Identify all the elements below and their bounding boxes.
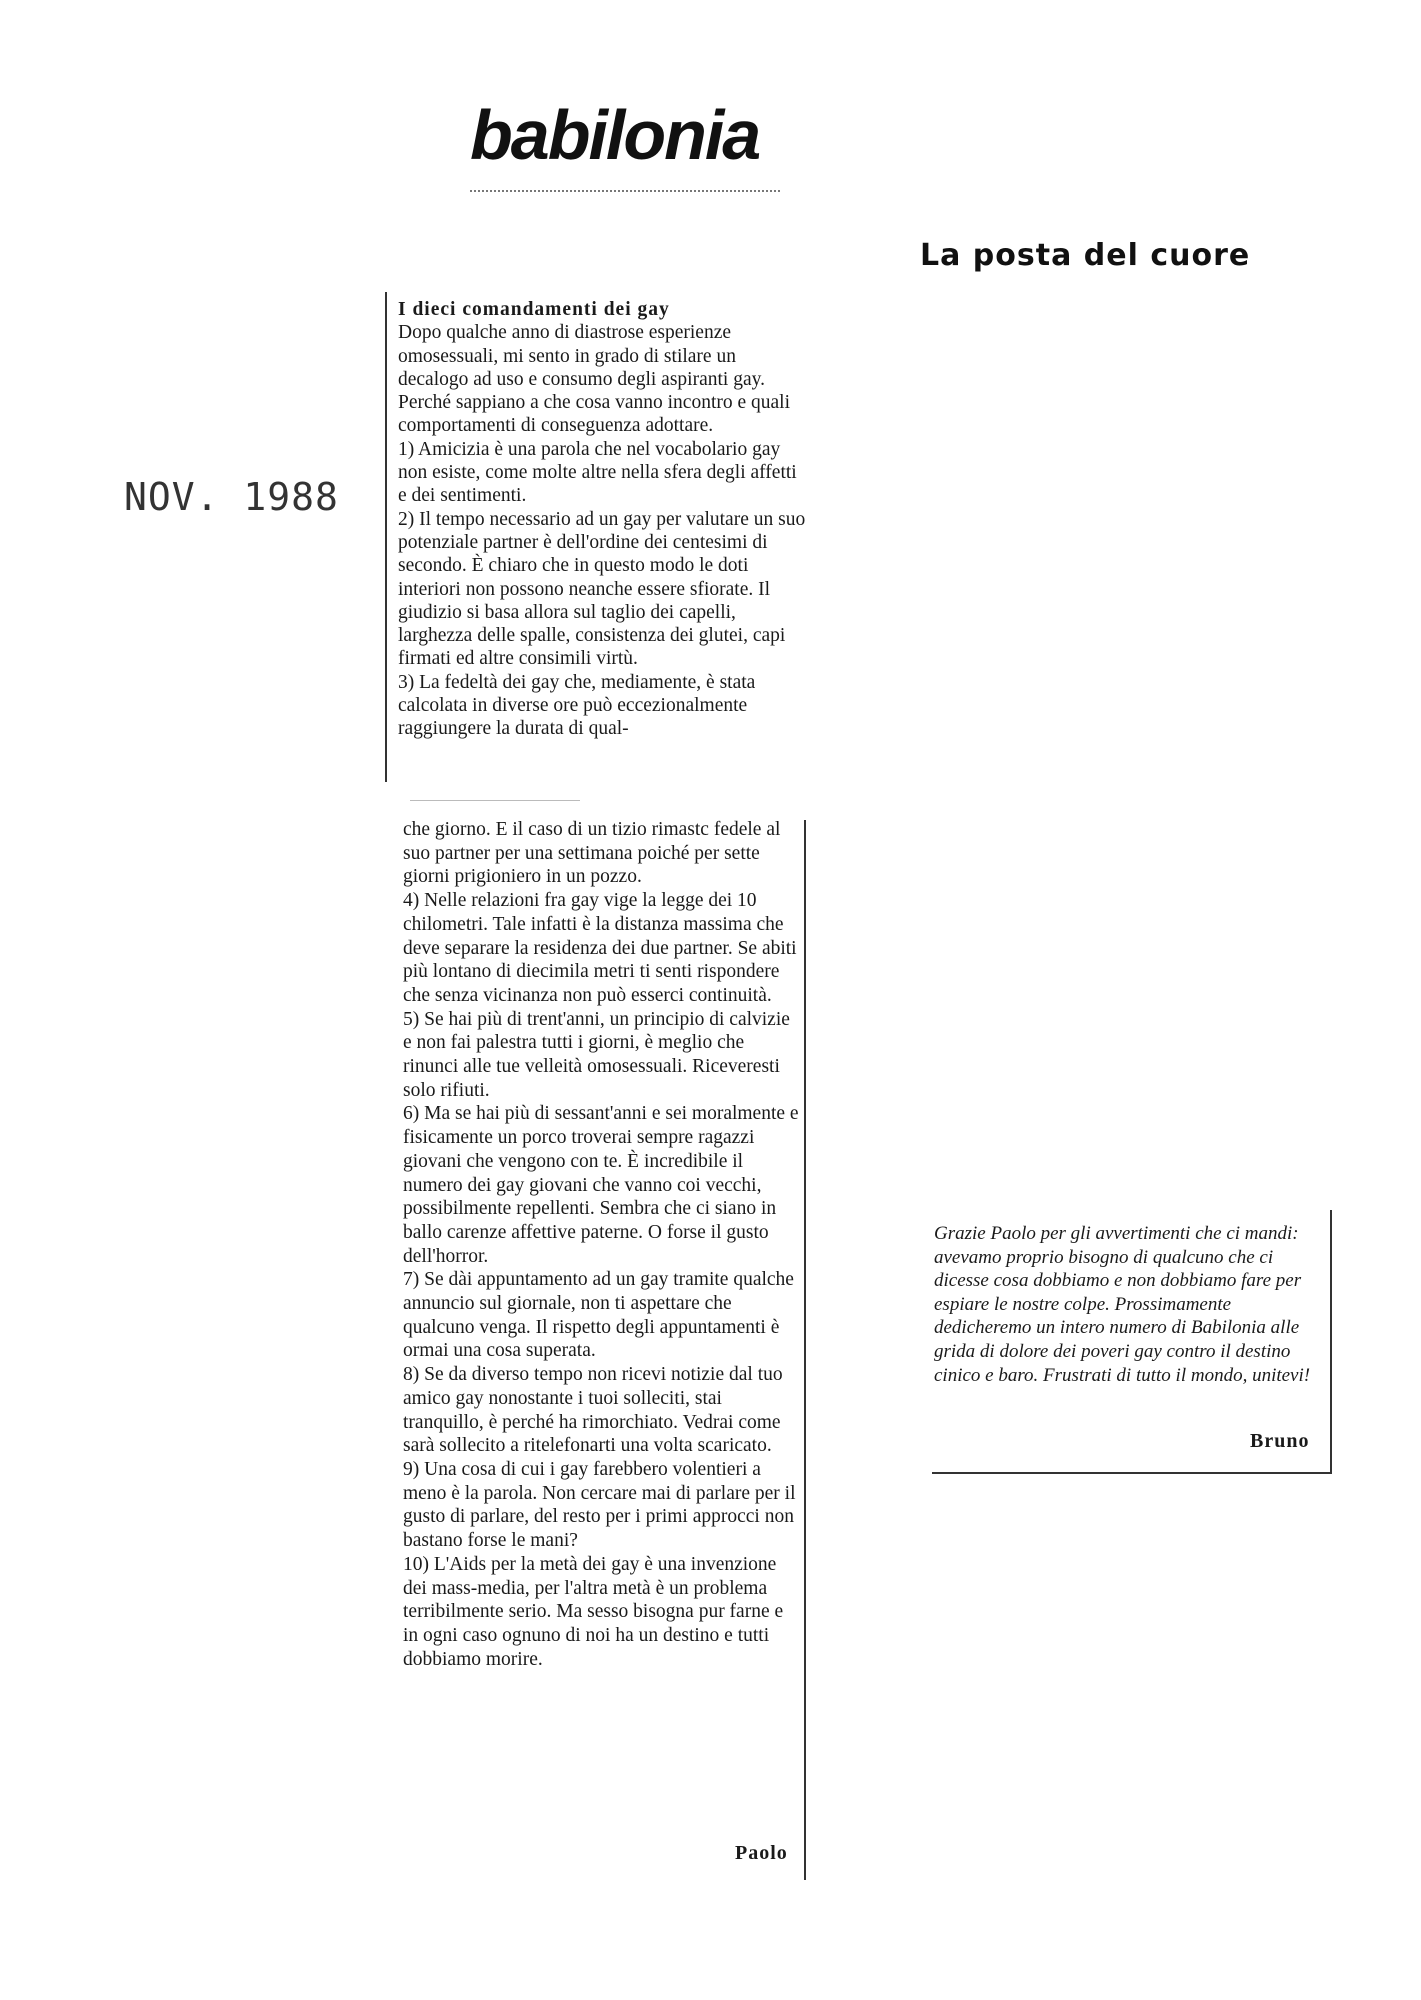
letter-paragraph: Dopo qualche anno di diastrose esperienze omosessuali, mi sento in grado di stilare un decalogo ad uso e consumo degli aspiranti gay. Perché sappiano a che cosa vanno incontro e quali comportamenti di conseguenza adottare. <box>398 322 791 437</box>
section-title: La posta del cuore <box>920 238 1251 273</box>
letter-paragraph: 4) Nelle relazioni fra gay vige la legge dei 10 chilometri. Tale infatti è la distanza massima che deve separare la residenza dei due partner. Se abiti più lontano di diecimila metri ti senti rispondere che senza vicinanza non può esserci continuità. <box>403 890 797 1006</box>
letter-paragraph: 5) Se hai più di trent'anni, un principio di calvizie e non fai palestra tutti i giorni, è meglio che rinunci alle tue velleità omosessuali. Riceveresti solo rifiuti. <box>403 1008 790 1101</box>
letter-paragraph: 1) Amicizia è una parola che nel vocabolario gay non esiste, come molte altre nella sfera degli affetti e dei sentimenti. <box>398 438 797 507</box>
letter-paragraph: 6) Ma se hai più di sessant'anni e sei moralmente e fisicamente un porco troverai sempre ragazzi giovani che vengono con te. È incredibile il numero dei gay giovani che vanno coi vecchi, possibilmente repellenti. Sembra che ci siano in ballo carenze affettive paterne. O forse il gusto dell'horror. <box>403 1103 799 1267</box>
letter-column-1 <box>398 298 810 741</box>
letter-paragraph: 8) Se da diverso tempo non ricevi notizie dal tuo amico gay nonostante i tuoi solleciti, stai tranquillo, è perché ha rimorchiato. Vedrai come sarà sollecito a ritelefonarti una volta scaricato. <box>403 1364 783 1457</box>
letter-signature: Paolo <box>735 1842 788 1864</box>
letter-column-2 <box>403 818 799 1671</box>
magazine-masthead: babilonia <box>470 96 760 174</box>
reply-signature: Bruno <box>1250 1430 1310 1452</box>
letter-paragraph: che giorno. E il caso di un tizio rimastc fedele al suo partner per una settimana poiché per sette giorni prigioniero in un pozzo. <box>403 819 781 888</box>
letter-paragraph: 7) Se dài appuntamento ad un gay tramite qualche annuncio sul giornale, non ti aspettare che qualcuno venga. Il rispetto degli appuntamenti è ormai una cosa superata. <box>403 1269 794 1362</box>
masthead-rule <box>470 190 780 192</box>
column-break-rule <box>410 800 580 801</box>
letter-title: I dieci comandamenti dei gay <box>398 299 670 320</box>
column-rule-right <box>804 820 806 1880</box>
column-rule-left <box>385 292 387 782</box>
letter-paragraph: 10) L'Aids per la metà dei gay è una invenzione dei mass-media, per l'altra metà è un problema terribilmente serio. Ma sesso bisogna pur farne e in ogni caso ognuno di noi ha un destino e tutti dobbiamo morire. <box>403 1553 784 1670</box>
letter-paragraph: 9) Una cosa di cui i gay farebbero volentieri a meno è la parola. Non cercare mai di parlare per il gusto di parlare, del resto per i primi approcci non bastano forse le mani? <box>403 1458 796 1552</box>
letter-paragraph: 2) Il tempo necessario ad un gay per valutare un suo potenziale partner è dell'ordine dei centesimi di secondo. È chiaro che in questo modo le doti interiori non possono neanche essere sfiorate. Il giudizio si basa allora sul taglio dei capelli, larghezza delle spalle, consistenza dei glutei, capi firmati ed altre consimili virtù. <box>398 508 806 670</box>
reply-text: Grazie Paolo per gli avvertimenti che ci mandi: avevamo proprio bisogno di qualcuno che ci dicesse cosa dobbiamo e non dobbiamo fare per espiare le nostre colpe. Prossimamente dedicheremo un intero numero di Babilonia alle grida di dolore dei poveri gay contro il destino cinico e baro. Frustrati di tutto il mondo, unitevi! <box>934 1223 1311 1386</box>
date-stamp: NOV. 1988 <box>124 475 339 519</box>
letter-paragraph: 3) La fedeltà dei gay che, mediamente, è stata calcolata in diverse ore può eccezionalmente raggiungere la durata di qual- <box>398 671 756 740</box>
